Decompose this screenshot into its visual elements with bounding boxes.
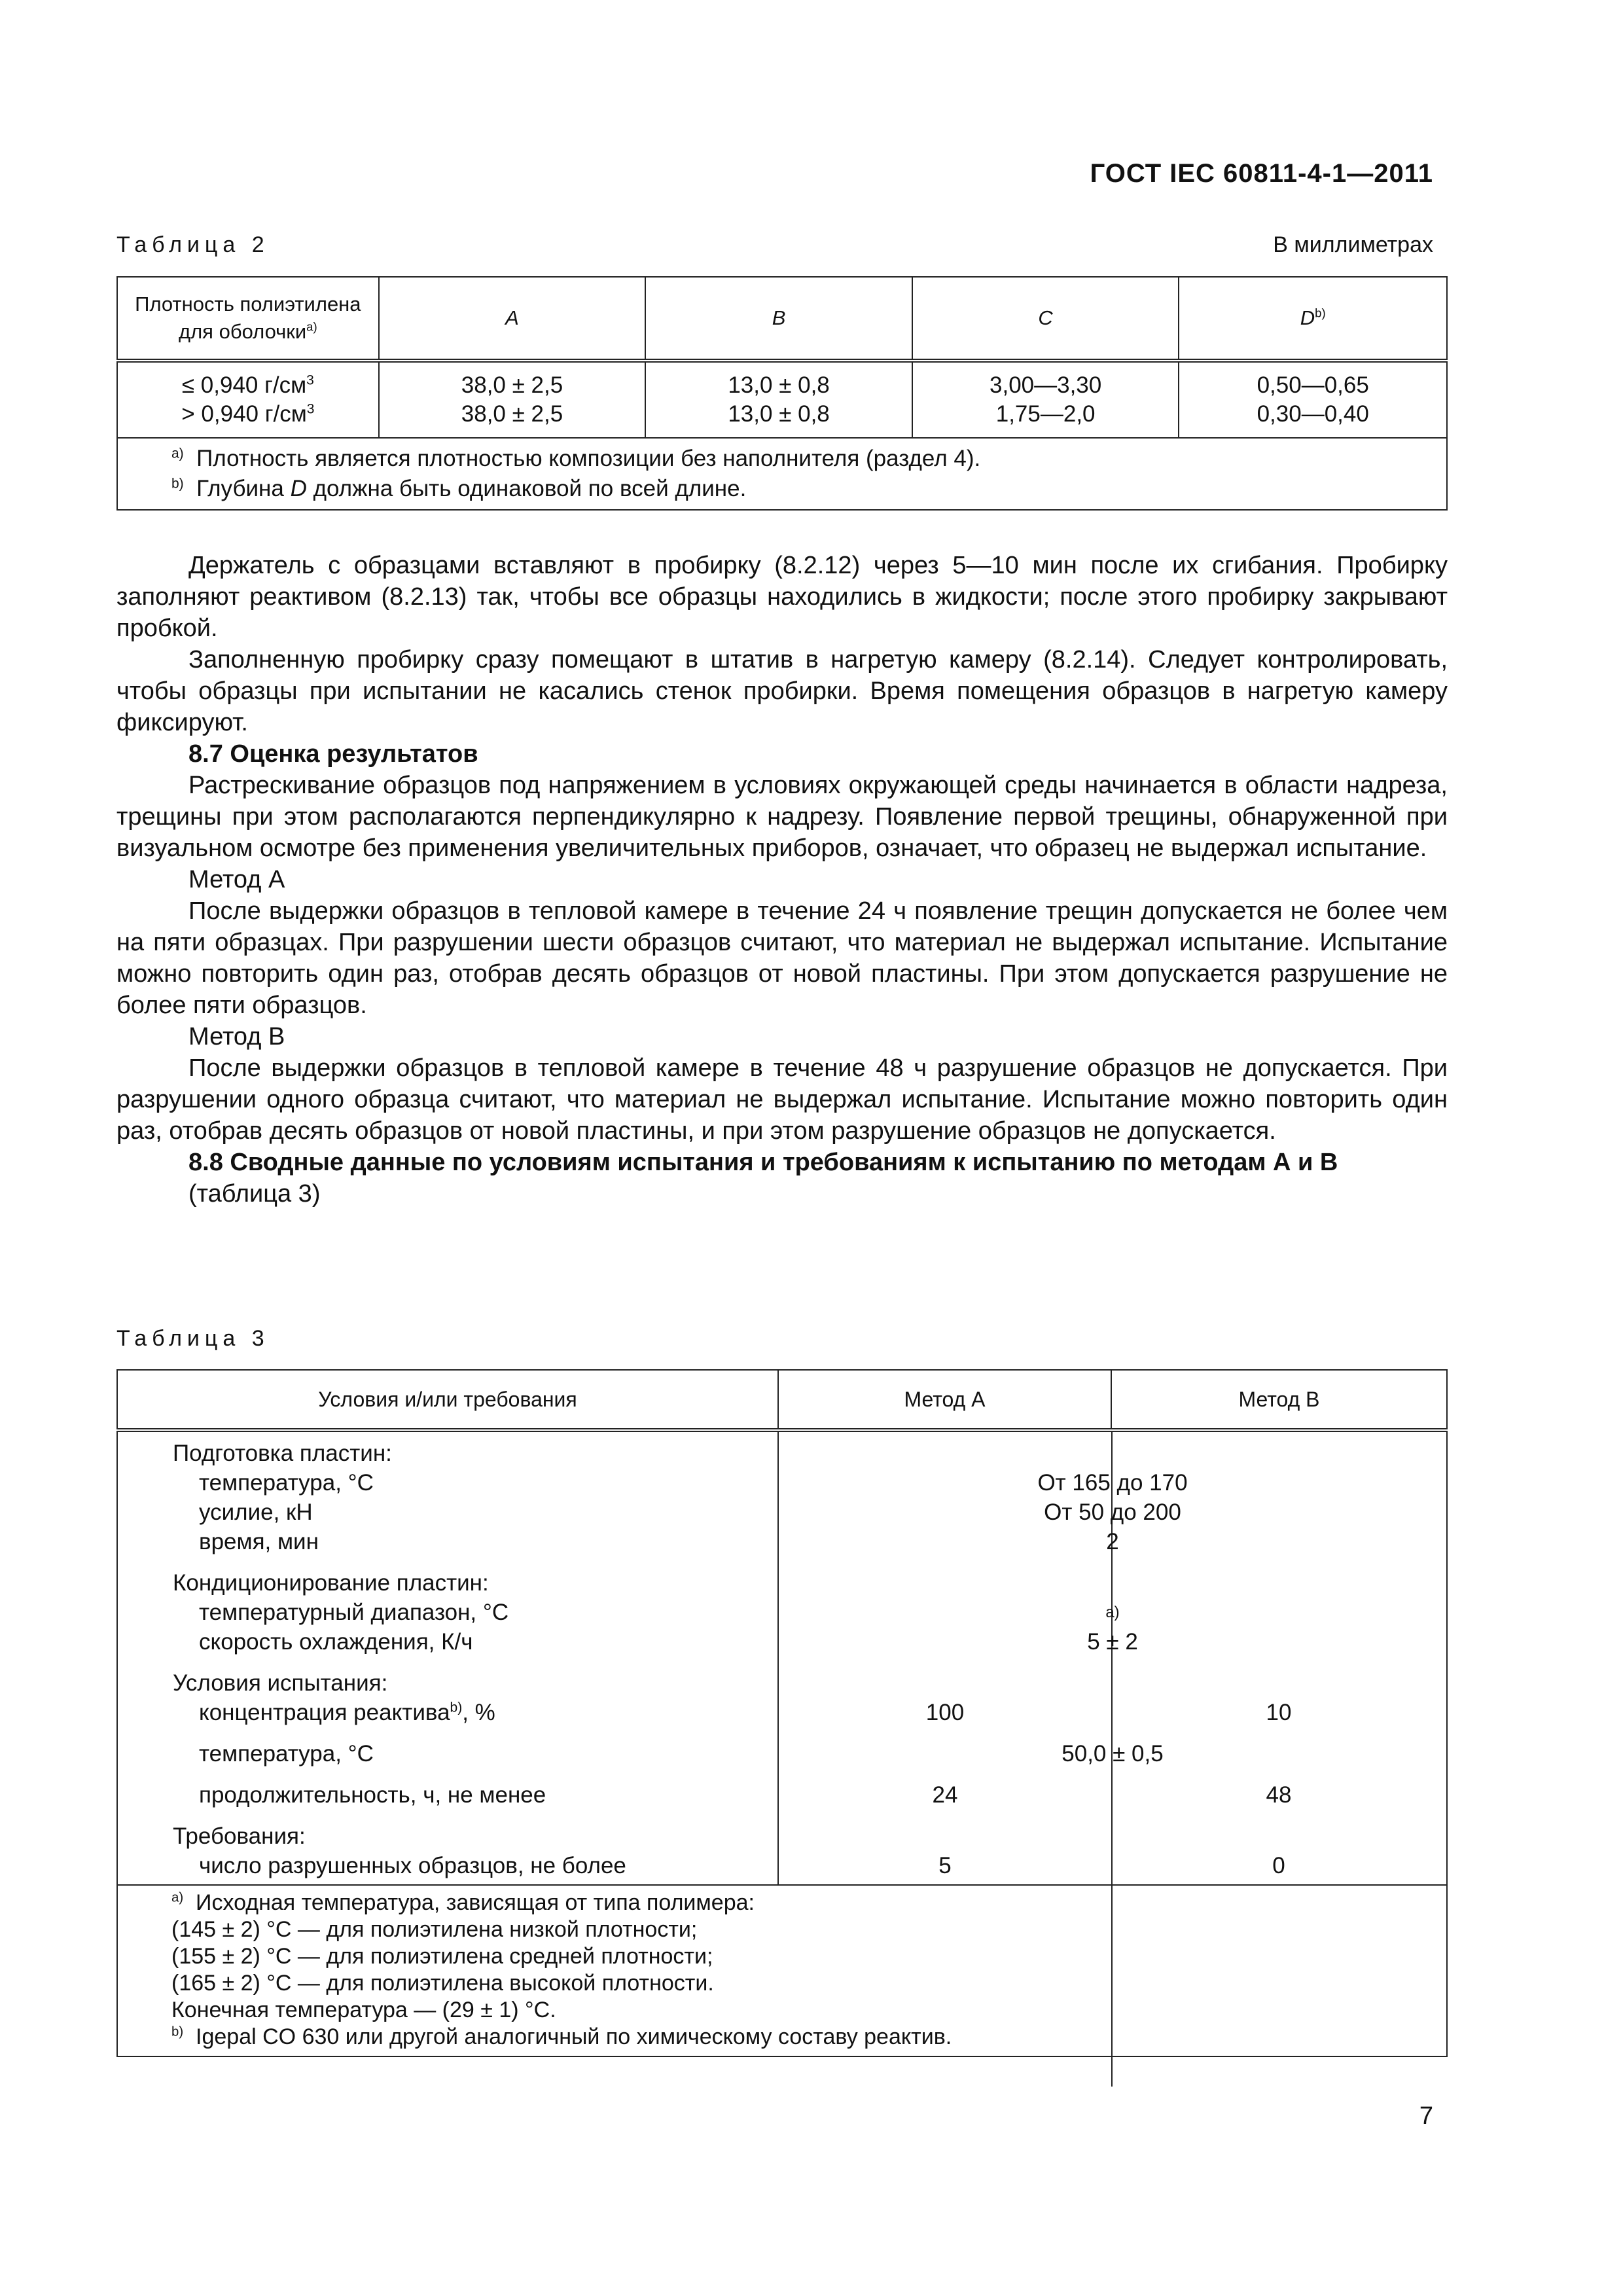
table2-header-density: Плотность полиэтилена для оболочки$^{a)}$ bbox=[117, 277, 379, 361]
table3-notes-row bbox=[117, 1885, 1447, 2056]
table3-caption: Таблица 3 bbox=[116, 1326, 270, 1351]
paragraph: После выдержки образцов в тепловой камере в течение 48 ч разрушение образцов не допускается. При разрушении одного образца считают, что материал не выдержал испытание. Испытание можно повторить один раз, отобрав десять образцов от новой пластины, и при этом разрушение образцов не допускается. bbox=[116, 1054, 1448, 1145]
table2-data-row bbox=[117, 361, 1447, 438]
table3-body-row bbox=[117, 1430, 1447, 1885]
table2-a-cell: 38,0 ± 2,5 38,0 ± 2,5 bbox=[379, 361, 646, 438]
table3-header-method-a: Метод А bbox=[778, 1370, 1111, 1430]
table-3 bbox=[116, 1369, 1448, 2057]
paragraph: Заполненную пробирку сразу помещают в штатив в нагретую камеру (8.2.14). Следует контролировать, чтобы образцы при испытании не касались стенок пробирки. Время помещения образцов в нагретую камеру фиксируют. bbox=[116, 646, 1448, 736]
paragraph: Растрескивание образцов под напряжением в условиях окружающей среды начинается в области надреза, трещины при этом располагаются перпендикулярно к надрезу. Появление первой трещины, обнаруженной при визуальном осмотре без применения увеличительных приборов, означает, что образец не выдержал испытание. bbox=[116, 772, 1448, 862]
method-b-label: Метод В bbox=[188, 1023, 285, 1050]
table3-header-conditions: Условия и/или требования bbox=[117, 1370, 778, 1430]
table2-density-cell: ≤ 0,940 $г/см^3$ > 0,940 $г/см^3$ bbox=[117, 361, 379, 438]
table2-unit: В миллиметрах bbox=[1273, 232, 1433, 257]
section-heading-8-8: 8.8 Сводные данные по условиям испытания и требованиям к испытанию по методам А и В bbox=[188, 1149, 1338, 1176]
section-heading-tail: (таблица 3) bbox=[188, 1180, 321, 1208]
standard-header: ГОСТ IEC 60811-4-1—2011 bbox=[1090, 159, 1433, 188]
table2-b-cell: 13,0 ± 0,8 13,0 ± 0,8 bbox=[645, 361, 912, 438]
table2-caption: Таблица 2 bbox=[116, 232, 270, 257]
table2-header-a: A bbox=[379, 277, 646, 361]
table-2 bbox=[116, 276, 1448, 511]
table2-notes-row bbox=[117, 438, 1447, 510]
section-heading-8-7: 8.7 Оценка результатов bbox=[188, 740, 478, 768]
table2-notes: $^{a)}$ Плотность является плотностью композиции без наполнителя (раздел 4). $^{b)}$ Глубина D должна быть одинаковой по всей длине. bbox=[117, 438, 1447, 510]
table3-header-row bbox=[117, 1370, 1447, 1430]
table2-d-cell: 0,50—0,65 0,30—0,40 bbox=[1179, 361, 1447, 438]
page-number: 7 bbox=[1419, 2102, 1433, 2130]
table2-header-b: B bbox=[645, 277, 912, 361]
paragraph: После выдержки образцов в тепловой камере в течение 24 ч появление трещин допускается не более чем на пяти образцах. При разрушении шести образцов считают, что материал не выдержал испытание. Испытание можно повторить один раз, отобрав десять образцов от новой пластины. При этом допускается разрушение не более пяти образцов. bbox=[116, 897, 1448, 1019]
paragraph: Держатель с образцами вставляют в пробирку (8.2.12) через 5—10 мин после их сгибания. Пробирку заполняют реактивом (8.2.13) так, чтобы все образцы находились в жидкости; после этого пробирку закрывают пробкой. bbox=[116, 552, 1448, 642]
body-text bbox=[116, 550, 1448, 1210]
table3-notes: $^{a)}$ Исходная температура, зависящая от типа полимера: (145 ± 2) °С — для полиэтилена низкой плотности; (155 ± 2) °С — для полиэтилена средней плотности; (165 ± 2) °С — для полиэтилена высокой плотности. Конечная температура — (29 ± 1) °С. $^{b)}$ Igepal CO 630 или другой аналогичный по химическому составу реактив. bbox=[117, 1885, 1447, 2056]
table2-header-d: $D^{b)}$ bbox=[1179, 277, 1447, 361]
table3-values-cell: От 165 до 170 От 50 до 200 2 a) 5 ± 2 100 10 50,0 ± 0,5 24 48 5 0 bbox=[778, 1430, 1447, 1885]
table2-header-c: C bbox=[912, 277, 1179, 361]
method-a-label: Метод А bbox=[188, 866, 285, 893]
table3-header-method-b: Метод В bbox=[1111, 1370, 1447, 1430]
table2-header-row bbox=[117, 277, 1447, 361]
table2-c-cell: 3,00—3,30 1,75—2,0 bbox=[912, 361, 1179, 438]
table3-conditions-cell: Подготовка пластин: температура, °С усилие, кН время, мин Кондиционирование пластин: температурный диапазон, °С скорость охлаждения, К/ч Условия испытания: концентрация реактива$^{b)}$, % температура, °С продолжительность, ч, не менее Требования: число разрушенных образцов, не более bbox=[117, 1430, 778, 1885]
